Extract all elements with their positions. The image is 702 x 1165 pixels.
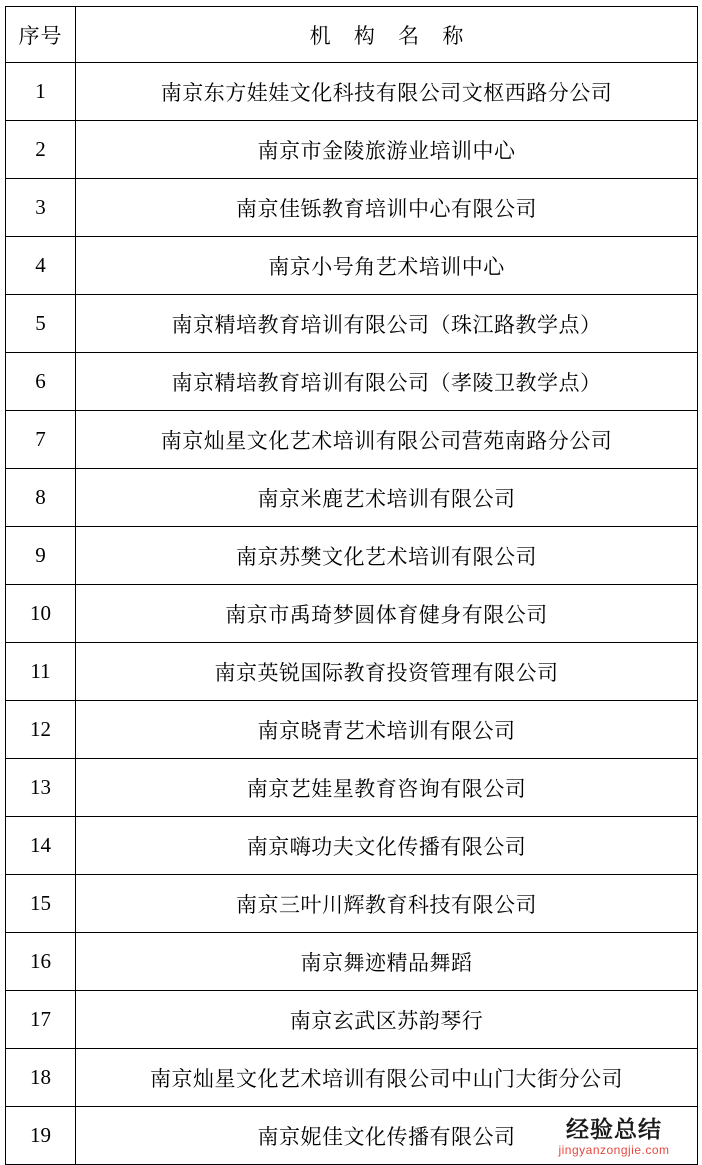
row-index: 19: [6, 1107, 76, 1165]
row-name: 南京英锐国际教育投资管理有限公司: [76, 643, 698, 701]
row-index: 16: [6, 933, 76, 991]
table-body: [6, 63, 698, 1165]
row-index: 6: [6, 353, 76, 411]
row-name: 南京市禹琦梦圆体育健身有限公司: [76, 585, 698, 643]
row-index: 17: [6, 991, 76, 1049]
table-row: [6, 469, 698, 527]
row-name: 南京精培教育培训有限公司（孝陵卫教学点）: [76, 353, 698, 411]
table-row: [6, 643, 698, 701]
table-row: [6, 295, 698, 353]
row-index: 7: [6, 411, 76, 469]
table-row: [6, 121, 698, 179]
table-row: [6, 933, 698, 991]
row-name: 南京艺娃星教育咨询有限公司: [76, 759, 698, 817]
row-index: 11: [6, 643, 76, 701]
row-index: 2: [6, 121, 76, 179]
row-name: 南京三叶川辉教育科技有限公司: [76, 875, 698, 933]
table-header-row: [6, 7, 698, 63]
row-index: 3: [6, 179, 76, 237]
row-name: 南京晓青艺术培训有限公司: [76, 701, 698, 759]
row-name: 南京市金陵旅游业培训中心: [76, 121, 698, 179]
row-name: 南京灿星文化艺术培训有限公司中山门大街分公司: [76, 1049, 698, 1107]
table-header: [6, 7, 698, 63]
watermark-title: 经验总结: [566, 1117, 662, 1143]
table-row: [6, 875, 698, 933]
row-name: 南京精培教育培训有限公司（珠江路教学点）: [76, 295, 698, 353]
column-header-index: 序号: [6, 7, 76, 63]
row-name: 南京妮佳文化传播有限公司: [76, 1107, 698, 1165]
column-header-name: 机 构 名 称: [76, 7, 698, 63]
table-row: [6, 353, 698, 411]
row-name: 南京小号角艺术培训中心: [76, 237, 698, 295]
row-index: 18: [6, 1049, 76, 1107]
row-index: 1: [6, 63, 76, 121]
watermark-url: jingyanzongjie.com: [558, 1143, 670, 1157]
row-name: 南京佳铄教育培训中心有限公司: [76, 179, 698, 237]
table-row: [6, 527, 698, 585]
row-index: 12: [6, 701, 76, 759]
table-row: [6, 701, 698, 759]
row-index: 8: [6, 469, 76, 527]
table-row: [6, 179, 698, 237]
table-row: [6, 237, 698, 295]
document-page: [0, 6, 702, 1161]
table-row: [6, 411, 698, 469]
table-row: [6, 585, 698, 643]
table-row: [6, 63, 698, 121]
table-row: [6, 759, 698, 817]
row-name: 南京嗨功夫文化传播有限公司: [76, 817, 698, 875]
table-row: [6, 991, 698, 1049]
row-name: 南京玄武区苏韵琴行: [76, 991, 698, 1049]
table-row: [6, 1049, 698, 1107]
row-index: 13: [6, 759, 76, 817]
row-index: 5: [6, 295, 76, 353]
row-index: 9: [6, 527, 76, 585]
row-name: 南京米鹿艺术培训有限公司: [76, 469, 698, 527]
row-index: 15: [6, 875, 76, 933]
row-name: 南京舞迹精品舞蹈: [76, 933, 698, 991]
row-name: 南京苏樊文化艺术培训有限公司: [76, 527, 698, 585]
row-index: 14: [6, 817, 76, 875]
row-name: 南京东方娃娃文化科技有限公司文枢西路分公司: [76, 63, 698, 121]
table-row: [6, 1107, 698, 1165]
table-row: [6, 817, 698, 875]
organization-table: [5, 6, 698, 1165]
row-name: 南京灿星文化艺术培训有限公司营苑南路分公司: [76, 411, 698, 469]
row-index: 4: [6, 237, 76, 295]
row-index: 10: [6, 585, 76, 643]
